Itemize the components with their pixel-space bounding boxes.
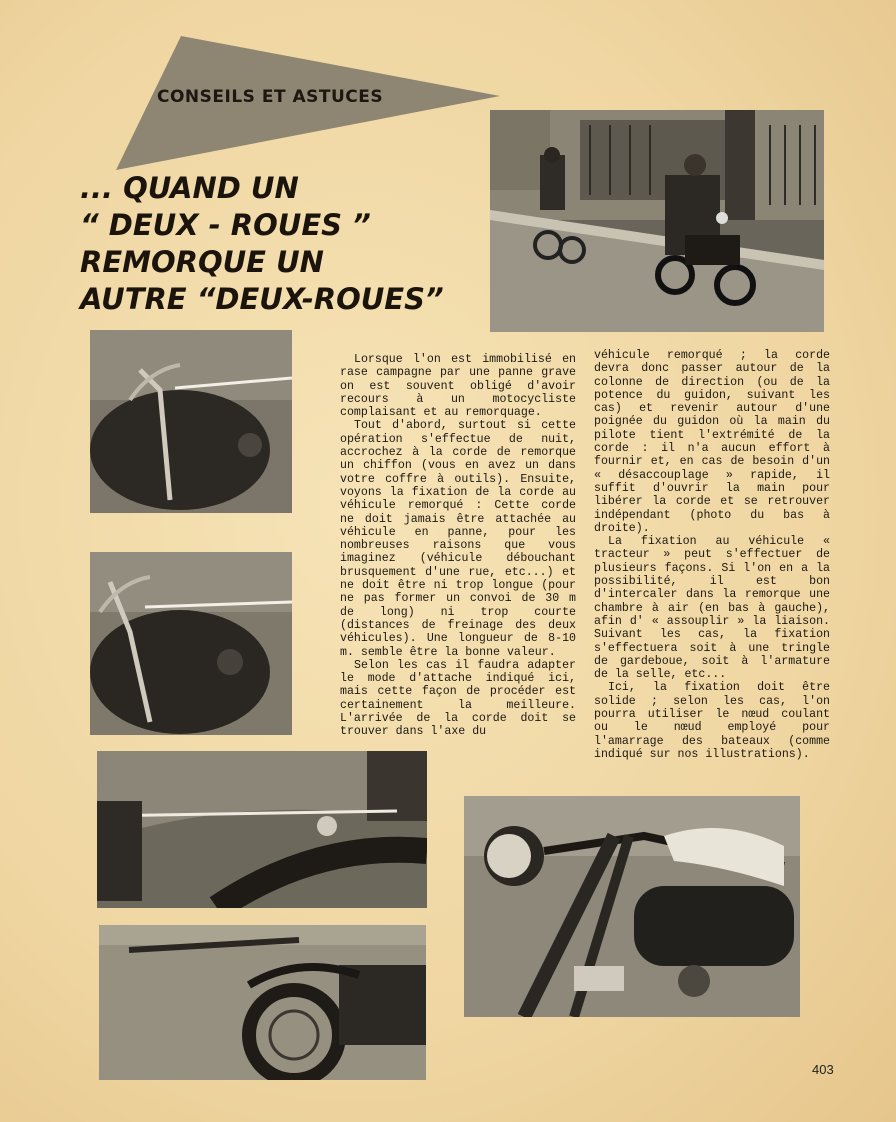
headline-line: ... QUAND UN	[80, 171, 299, 205]
headline-line: “ DEUX - ROUES ”	[80, 208, 371, 242]
photo-rear-fender-fixing	[97, 751, 427, 908]
paragraph: Lorsque l'on est immobilisé en rase campagne par une panne grave on est souvent obligé d'avoir recours à un motocycliste complaisant et au remorquage.	[340, 353, 576, 420]
paragraph: Tout d'abord, surtout si cette opération s'effectue de nuit, accrochez à la corde de remorque un chiffon (vous en avez un dans votre coffre à outils). Ensuite, voyons la fixation de la corde au véhicule remorqué : Cette corde ne doit jamais être attachée au véhicule en panne, pour les nombreuses raisons que vous imaginez (véhicule débouchant brusquement d'une rue, etc...) et ne doit être ni trop longue (pour ne pas former un convoi de 30 m de long) ni trop courte (distances de freinage des deux véhicules). Une longueur de 8-10 m. semble être la bonne valeur.	[340, 419, 576, 659]
headline-line: AUTRE “DEUX-ROUES”	[80, 282, 444, 316]
article-headline	[80, 170, 444, 318]
photo-hand-on-handlebar	[464, 796, 800, 1017]
paragraph: véhicule remorqué ; la corde devra donc passer autour de la colonne de direction (ou de la potence du guidon, suivant les cas) et revenir autour d'une poignée du guidon où la main du pilote tient l'extrémité de la corde : il n'a aucun effort à fournir et, en cas de besoin d'un « désaccouplage » rapide, il suffit d'ouvrir la main pour libérer la corde et se retrouver indépendant (photo du bas à droite).	[594, 349, 830, 535]
section-label: CONSEILS ET ASTUCES	[157, 87, 384, 107]
paragraph: Ici, la fixation doit être solide ; selon les cas, l'on pourra utiliser le nœud coulant ou le nœud employé pour l'amarrage des bateaux (comme indiqué sur nos illustrations).	[594, 681, 830, 761]
photo-inner-tube-coupling	[99, 925, 426, 1080]
headline-line: REMORQUE UN	[80, 245, 324, 279]
paragraph: La fixation au véhicule « tracteur » peut s'effectuer de plusieurs façons. Si l'on en a la possibilité, il est bon d'intercaler dans la remorque une chambre à air (en bas à gauche), afin d' « assouplir » la liaison. Suivant les cas, la fixation s'effectuera soit à une tringle de gardeboue, soit à l'armature de la selle, etc...	[594, 535, 830, 682]
paragraph: Selon les cas il faudra adapter le mode d'attache indiqué ici, mais cette façon de procéder est certainement la meilleure. L'arrivée de la corde doit se trouver dans l'axe du	[340, 658, 576, 739]
photo-two-riders	[490, 110, 824, 332]
photo-rope-on-handlebar-1	[90, 330, 292, 513]
photo-rope-on-handlebar-2	[90, 552, 292, 735]
article-column-left	[340, 353, 576, 739]
page-number: 403	[812, 1062, 834, 1077]
article-column-right	[594, 349, 830, 761]
